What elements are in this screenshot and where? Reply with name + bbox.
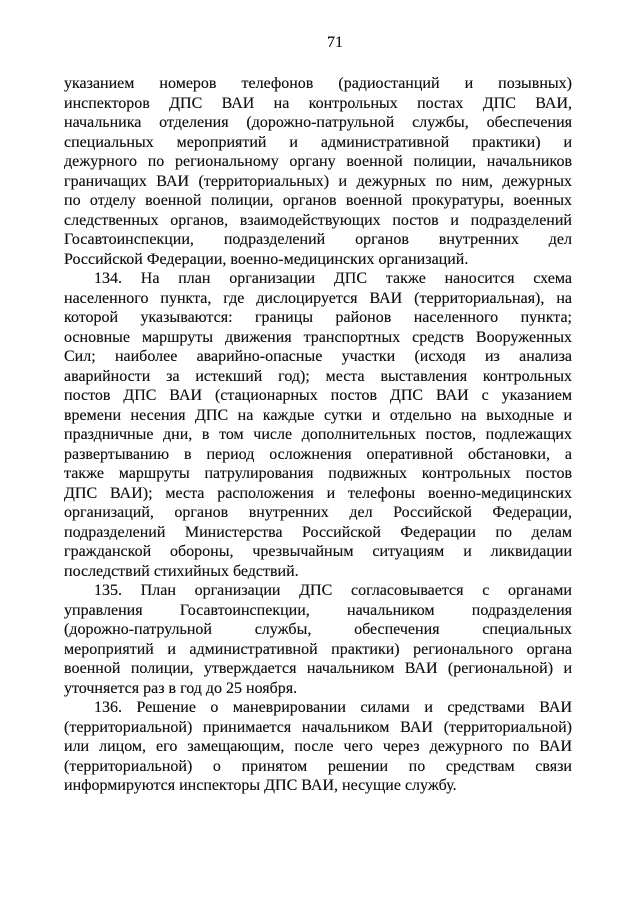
text-line: или лицом, его замещающим, после чего через дежурного по ВАИ: [64, 738, 572, 755]
text-line: (территориальной) принимается начальником ВАИ (территориальной): [64, 718, 572, 736]
text-line: постов ДПС ВАИ (стационарных постов ДПС ВАИ с указанием: [64, 387, 572, 404]
page-number: 71: [327, 34, 343, 51]
text-line: 136. Решение о маневрировании силами и средствами ВАИ: [94, 699, 572, 716]
text-line: (территориальной) о принятом решении по средствам связи: [64, 757, 572, 775]
text-line: 134. На план организации ДПС также наносится схема: [94, 270, 572, 287]
text-line: также маршруты патрулирования подвижных контрольных постов: [64, 465, 572, 482]
text-line: развертыванию в период осложнения оперативной обстановки, а: [64, 445, 572, 463]
text-line: времени несения ДПС на каждые сутки и отдельно на выходные и: [64, 406, 572, 424]
text-line: (дорожно-патрульной службы, обеспечения специальных: [64, 621, 572, 638]
text-line: населенного пункта, где дислоцируется ВАИ (территориальная), на: [64, 289, 572, 307]
text-line: Российской Федерации, военно-медицинских организаций.: [64, 250, 469, 268]
text-line: 135. План организации ДПС согласовывается с органами: [94, 582, 572, 599]
text-line: которой указываются: границы районов населенного пункта;: [64, 309, 572, 326]
text-line: Сил; наиболее аварийно-опасные участки (исходя из анализа: [64, 348, 572, 365]
text-line: уточняется раз в год до 25 ноября.: [64, 679, 298, 697]
text-line: гражданской обороны, чрезвычайным ситуациям и ликвидации: [64, 543, 572, 560]
text-line: Госавтоинспекции, подразделений органов внутренних дел: [64, 231, 572, 248]
text-line: подразделений Министерства Российской Федерации по делам: [64, 523, 572, 541]
text-line: управления Госавтоинспекции, начальником подразделения: [64, 601, 572, 619]
text-line: следственных органов, взаимодействующих постов и подразделений: [64, 211, 572, 229]
text-line: инспекторов ДПС ВАИ на контрольных постах ДПС ВАИ,: [64, 94, 572, 112]
text-line: аварийности за истекший год); места выставления контрольных: [64, 367, 572, 385]
text-line: последствий стихийных бедствий.: [64, 562, 299, 580]
text-line: специальных мероприятий и административной практики) и: [64, 133, 572, 151]
text-line: организаций, органов внутренних дел Российской Федерации,: [64, 504, 572, 521]
text-line: дежурного по региональному органу военной полиции, начальников: [64, 153, 572, 170]
text-line: праздничные дни, в том числе дополнительных постов, подлежащих: [64, 426, 572, 443]
text-line: граничащих ВАИ (территориальных) и дежурных по ним, дежурных: [64, 172, 572, 190]
text-line: военной полиции, утверждается начальником ВАИ (региональной) и: [64, 660, 572, 677]
text-line: по отделу военной полиции, органов военной прокуратуры, военных: [64, 192, 572, 209]
body-text-block: [64, 74, 572, 796]
text-line: начальника отделения (дорожно-патрульной службы, обеспечения: [64, 114, 572, 131]
text-line: мероприятий и административной практики) регионального органа: [64, 640, 572, 658]
text-line: ДПС ВАИ); места расположения и телефоны военно-медицинских: [64, 484, 572, 502]
text-line: информируются инспекторы ДПС ВАИ, несущие службу.: [64, 777, 457, 794]
text-line: указанием номеров телефонов (радиостанций и позывных): [64, 75, 572, 92]
text-line: основные маршруты движения транспортных средств Вооруженных: [64, 328, 572, 346]
